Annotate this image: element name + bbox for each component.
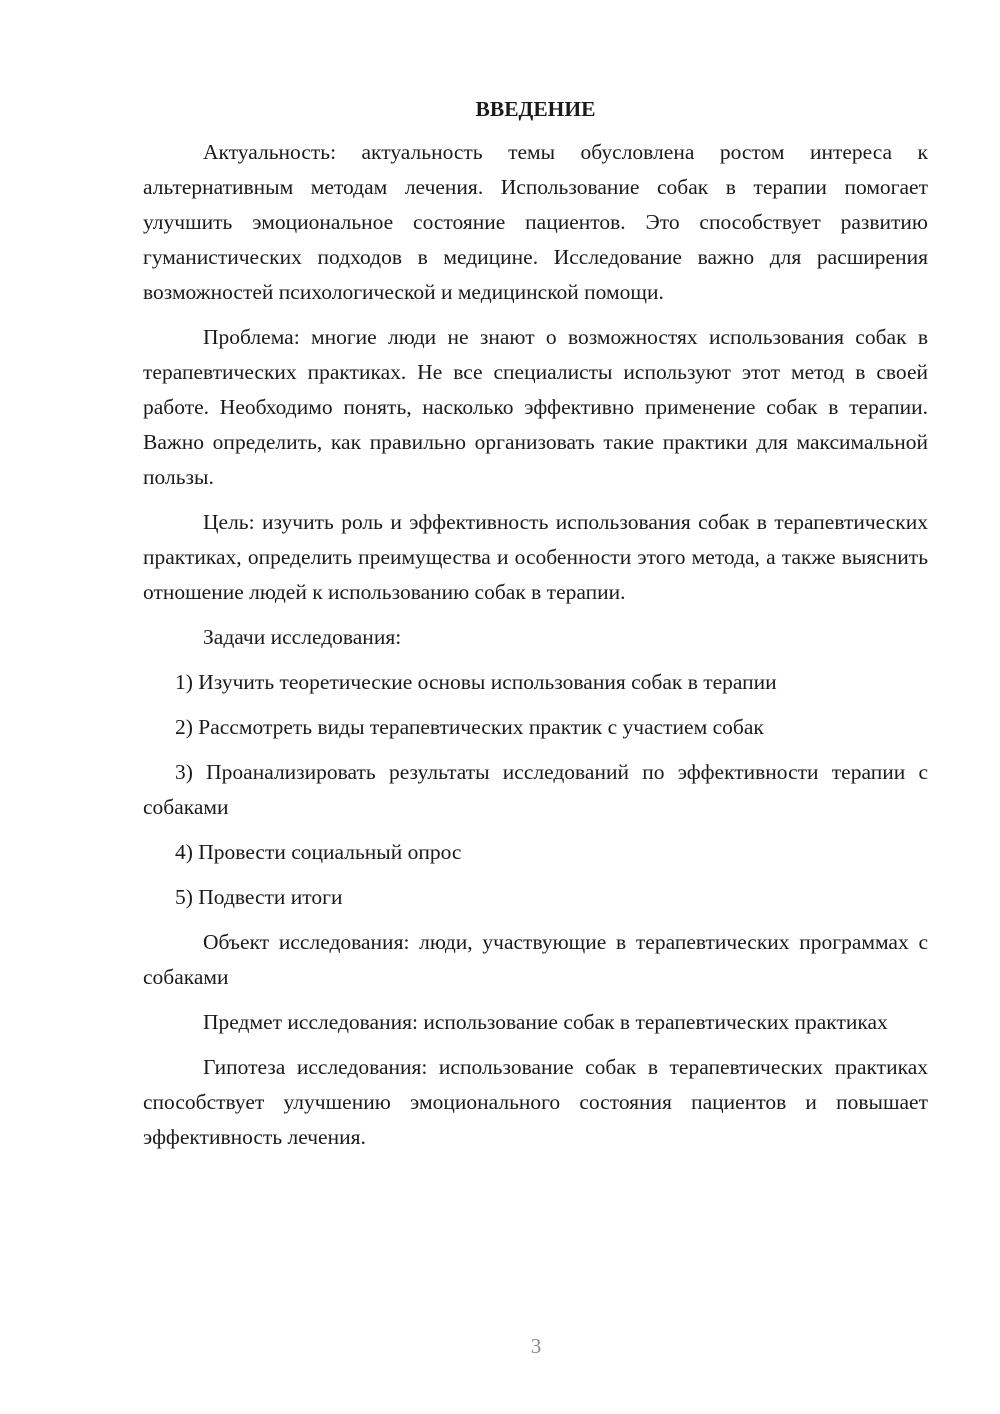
relevance-paragraph: Актуальность: актуальность темы обусловлена ростом интереса к альтернативным методам лечения. Использование собак в терапии помогает улучшить эмоциональное состояние пациентов. Это способствует развитию гуманистических подходов в медицине. Исследование важно для расширения возможностей психологической и медицинской помощи. bbox=[143, 140, 928, 304]
task-item: 3) Проанализировать результаты исследований по эффективности терапии с собаками bbox=[143, 760, 928, 819]
hypothesis-paragraph: Гипотеза исследования: использование собак в терапевтических практиках способствует улучшению эмоционального состояния пациентов и повышает эффективность лечения. bbox=[143, 1055, 928, 1149]
subject-paragraph: Предмет исследования: использование собак в терапевтических практиках bbox=[203, 1010, 888, 1034]
task-item: 4) Провести социальный опрос bbox=[175, 840, 462, 864]
task-item: 2) Рассмотреть виды терапевтических практик с участием собак bbox=[175, 715, 764, 739]
task-item: 1) Изучить теоретические основы использования собак в терапии bbox=[175, 670, 777, 694]
object-paragraph: Объект исследования: люди, участвующие в терапевтических программах с собаками bbox=[143, 930, 928, 989]
tasks-heading: Задачи исследования: bbox=[203, 625, 402, 649]
task-item: 5) Подвести итоги bbox=[175, 885, 343, 909]
tasks-list bbox=[143, 665, 928, 915]
page-number: 3 bbox=[530, 1334, 542, 1358]
page-content bbox=[143, 92, 928, 1165]
section-heading: ВВЕДЕНИЕ bbox=[475, 97, 596, 121]
problem-paragraph: Проблема: многие люди не знают о возможностях использования собак в терапевтических практиках. Не все специалисты используют этот метод в своей работе. Необходимо понять, насколько эффективно применение собак в терапии. Важно определить, как правильно организовать такие практики для максимальной пользы. bbox=[143, 325, 928, 489]
goal-paragraph: Цель: изучить роль и эффективность использования собак в терапевтических практиках, определить преимущества и особенности этого метода, а также выяснить отношение людей к использованию собак в терапии. bbox=[143, 510, 928, 604]
